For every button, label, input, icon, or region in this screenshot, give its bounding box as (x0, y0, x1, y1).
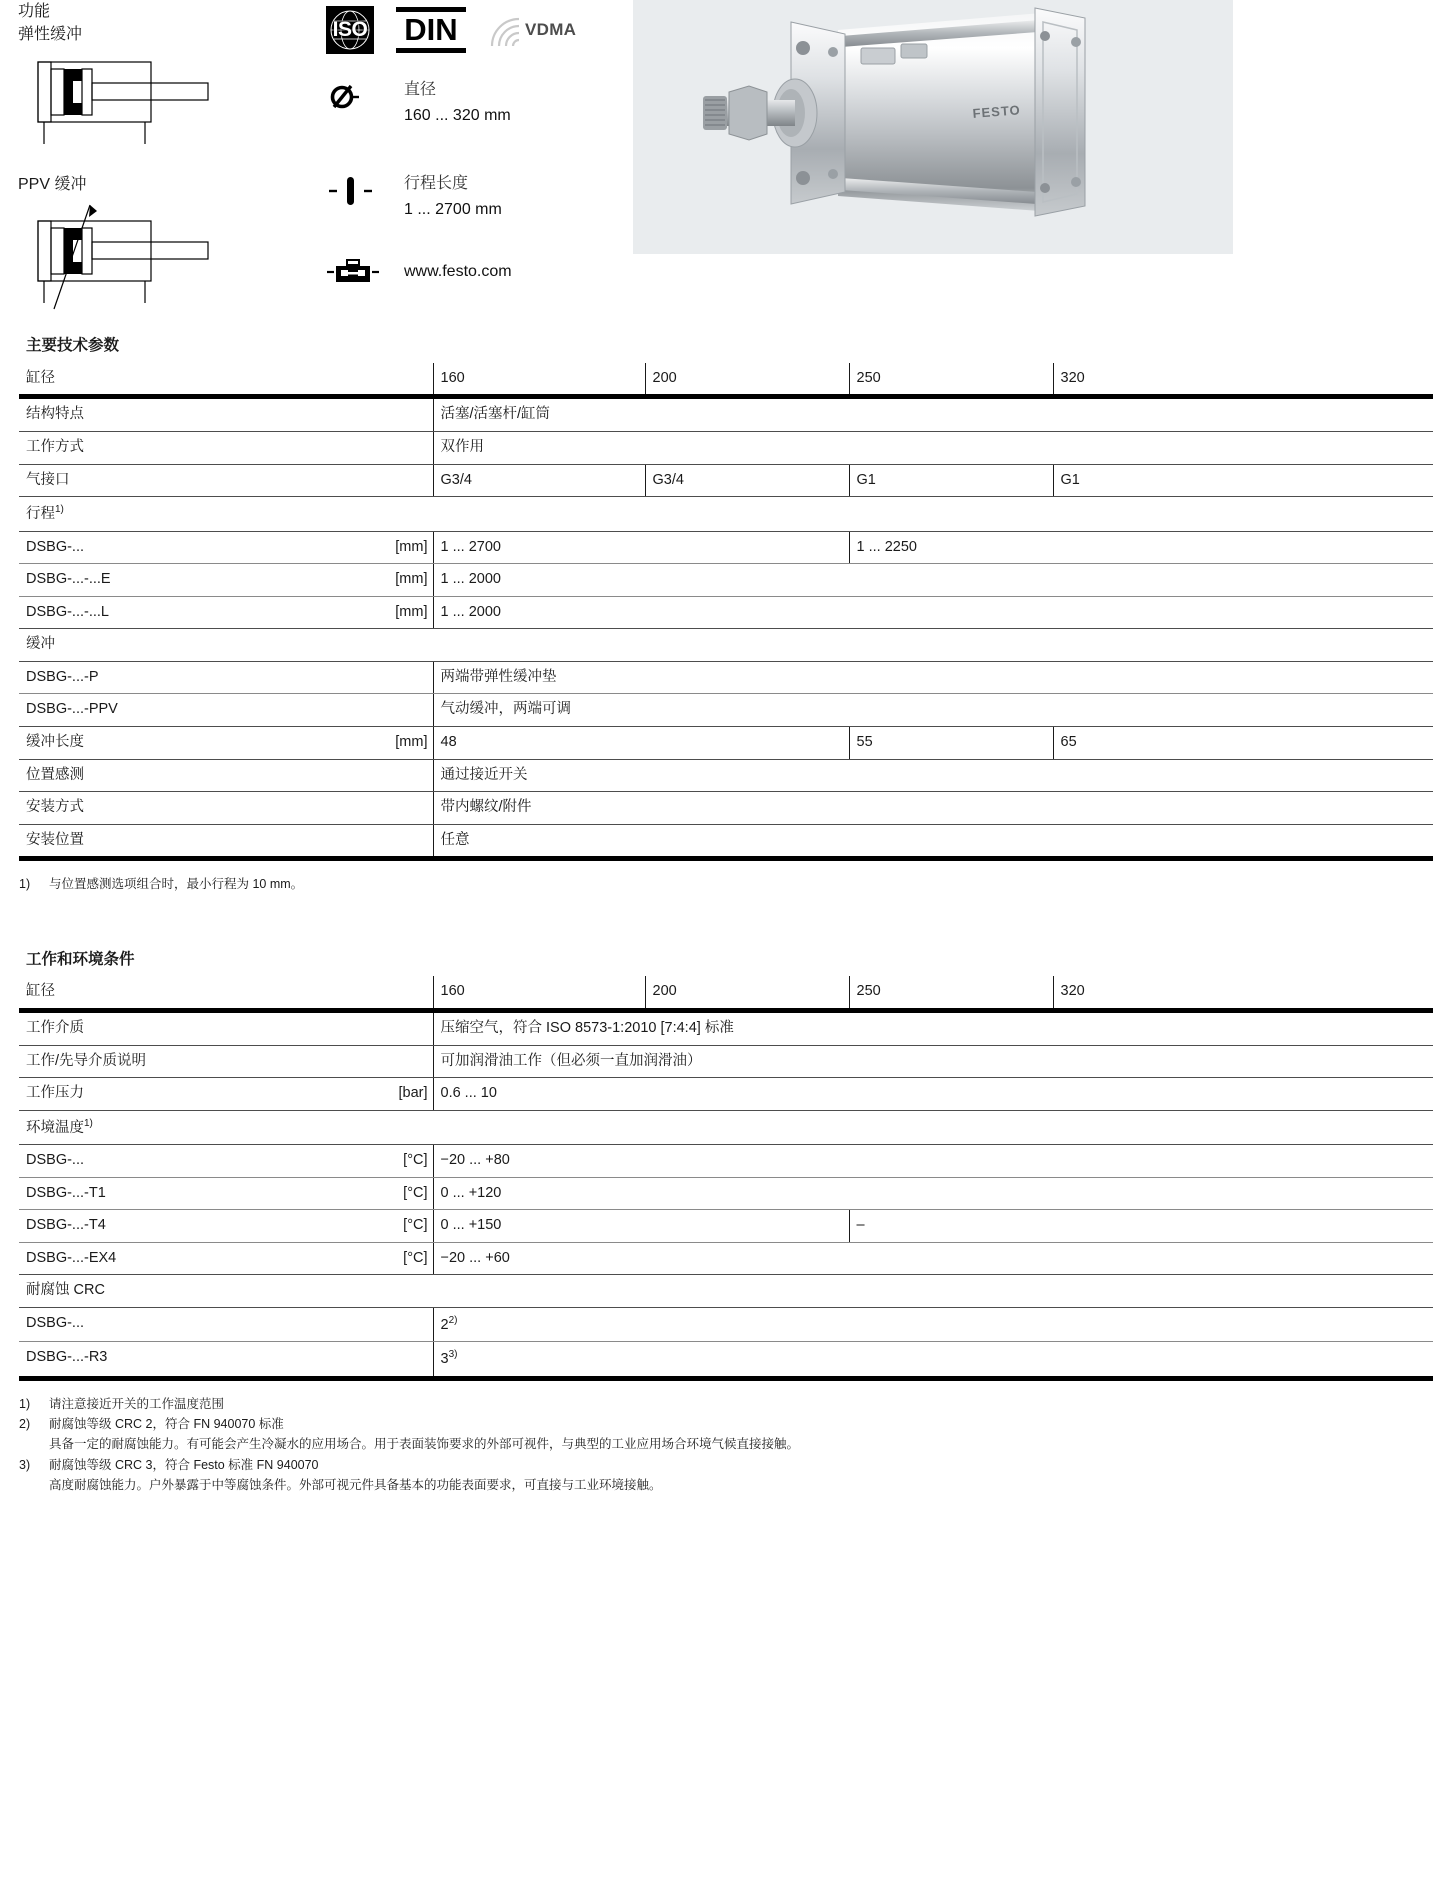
footnote-text: 请注意接近开关的工作温度范围 (49, 1396, 225, 1411)
row-unit-mm: [mm] (311, 596, 433, 629)
group-label-ambient-temperature: 环境温度$^{1)}$ (19, 1110, 1433, 1144)
table-row (19, 1342, 1433, 1378)
row-unit-celsius: [°C] (311, 1242, 433, 1275)
stroke-label: 行程长度 (404, 175, 469, 192)
footnote-line2: 具备一定的耐腐蚀能力。有可能会产生冷凝水的应用场合。用于表面装饰要求的外部可视件，与典型的工业应用场合环境气候直接接触。 (49, 1437, 800, 1452)
standards-logo-row (326, 4, 626, 56)
row-label-dsbg-ex4: DSBG-...-EX4 (19, 1242, 311, 1275)
table-row (19, 564, 1433, 597)
footnote (19, 1415, 1452, 1455)
row-label-dsbg-t4: DSBG-...-T4 (19, 1210, 311, 1243)
row-label-dsbg-t1: DSBG-...-T1 (19, 1177, 311, 1210)
row-value-stroke-l: 1 ... 2000 (433, 596, 1433, 629)
table-row (19, 531, 1433, 564)
table1-footnotes (19, 875, 1452, 894)
row-label-dsbg: DSBG-... (19, 531, 311, 564)
table-row (19, 397, 1433, 432)
toolbox-icon (326, 258, 404, 286)
table-row (19, 1145, 1433, 1178)
table-row (19, 1045, 1433, 1078)
diameter-texts (404, 78, 511, 128)
page-header-area (0, 0, 1452, 330)
table2-header-row (19, 976, 1433, 1010)
row-value-stroke-e: 1 ... 2000 (433, 564, 1433, 597)
vdma-logo-label: VDMA (525, 20, 577, 39)
row-value-medium-note: 可加润滑油工作（但必须一直加润滑油） (433, 1045, 1433, 1078)
iso-logo-icon (326, 6, 374, 54)
table-row (19, 1177, 1433, 1210)
row-value-cushion-ppv: 气动缓冲，两端可调 (433, 694, 1433, 727)
elastic-cushioning-label: 弹性缓冲 (18, 26, 83, 44)
table-row (19, 1210, 1433, 1243)
row-value-mounting-position: 任意 (433, 824, 1433, 859)
table-row (19, 464, 1433, 497)
function-heading: 功能 (18, 3, 51, 20)
stroke-spec-row (326, 172, 626, 222)
row-value-connection-160: G3/4 (433, 464, 645, 497)
table2-col-160: 160 (433, 976, 645, 1010)
row-label-medium-note: 工作/先导介质说明 (19, 1045, 433, 1078)
row-value-mode-of-operation: 双作用 (433, 432, 1433, 465)
row-unit-celsius: [°C] (311, 1177, 433, 1210)
table-group-row (19, 1275, 1433, 1308)
table-group-row (19, 497, 1433, 531)
row-label-position-sensing: 位置感测 (19, 759, 433, 792)
table1-col-320: 320 (1053, 363, 1433, 397)
row-value-cushlen-160-200: 48 (433, 726, 849, 759)
row-label-mounting-type: 安装方式 (19, 792, 433, 825)
website-row[interactable] (326, 258, 626, 286)
diameter-value: 160 ... 320 mm (404, 107, 511, 124)
row-value-temp-standard: −20 ... +80 (433, 1145, 1433, 1178)
product-photo (633, 0, 1233, 254)
svg-text:FESTO: FESTO (972, 102, 1022, 121)
row-label-mode-of-operation: 工作方式 (19, 432, 433, 465)
festo-website-link[interactable]: www.festo.com (404, 263, 512, 280)
iso-logo-label: ISO (332, 18, 368, 41)
table1-header-label: 缸径 (19, 363, 311, 397)
footnote-number: 2) (19, 1417, 31, 1432)
main-specifications-table (19, 330, 1433, 861)
table-row (19, 759, 1433, 792)
row-unit-mm: [mm] (311, 726, 433, 759)
footnote-text: 与位置感测选项组合时，最小行程为 10 mm。 (49, 877, 304, 892)
footnote-text (49, 1456, 1452, 1496)
table1-col-160: 160 (433, 363, 645, 397)
table2-col-250: 250 (849, 976, 1053, 1010)
table-row (19, 1242, 1433, 1275)
row-value-mounting-type: 带内螺纹/附件 (433, 792, 1433, 825)
row-unit-mm: [mm] (311, 564, 433, 597)
vdma-arcs-icon (488, 13, 520, 47)
table2-title: 工作和环境条件 (26, 950, 135, 968)
footnote (19, 875, 1452, 894)
function-diagrams-column (18, 0, 318, 313)
footnote-line1: 耐腐蚀等级 CRC 3，符合 Festo 标准 FN 940070 (49, 1457, 319, 1472)
row-label-crc-r3: DSBG-...-R3 (19, 1342, 433, 1378)
table1-title: 主要技术参数 (26, 337, 120, 354)
footnote-line2: 高度耐腐蚀能力。户外暴露于中等腐蚀条件。外部可视元件具备基本的功能表面要求，可直接与工业环境接触。 (49, 1478, 662, 1493)
table2-col-320: 320 (1053, 976, 1433, 1010)
standards-and-specs-column (326, 4, 626, 286)
row-value-operating-medium: 压缩空气，符合 ISO 8573-1:2010 [7:4:4] 标准 (433, 1011, 1433, 1046)
row-unit-mm: [mm] (311, 531, 433, 564)
footnote-line1: 耐腐蚀等级 CRC 2，符合 FN 940070 标准 (49, 1417, 284, 1432)
cylinder-ppv-cushioning-diagram (18, 203, 228, 313)
diameter-spec-row (326, 78, 626, 128)
operating-conditions-table (19, 944, 1433, 1381)
row-label-construction: 结构特点 (19, 397, 433, 432)
table2-header-label: 缸径 (19, 976, 311, 1010)
diameter-icon (326, 78, 404, 112)
row-value-connection-320: G1 (1053, 464, 1433, 497)
row-label-cushioning-length: 缓冲长度 (19, 726, 311, 759)
table-group-row (19, 1110, 1433, 1144)
din-logo-icon (396, 7, 466, 52)
footnote (19, 1395, 1452, 1414)
table1-header-row (19, 363, 1433, 397)
row-label-mounting-position: 安装位置 (19, 824, 433, 859)
table2-footnotes (19, 1395, 1452, 1496)
table2-col-200: 200 (645, 976, 849, 1010)
ppv-cushioning-label: PPV 缓冲 (18, 176, 87, 194)
footnote-text (49, 1415, 1452, 1455)
diameter-label: 直径 (404, 81, 437, 98)
ppv-block (18, 173, 318, 312)
table-row (19, 432, 1433, 465)
row-unit-bar: [bar] (311, 1078, 433, 1111)
row-label-operating-medium: 工作介质 (19, 1011, 433, 1046)
vdma-logo-icon (488, 13, 576, 47)
row-label-dsbg-p: DSBG-...-P (19, 661, 433, 694)
row-value-connection-200: G3/4 (645, 464, 849, 497)
table-row (19, 824, 1433, 859)
row-label-dsbg-l: DSBG-...-...L (19, 596, 311, 629)
row-label-operating-pressure: 工作压力 (19, 1078, 311, 1111)
row-value-connection-250: G1 (849, 464, 1053, 497)
row-value-stroke-160-200: 1 ... 2700 (433, 531, 849, 564)
row-label-dsbg-temp: DSBG-... (19, 1145, 311, 1178)
footnote-number: 1) (19, 877, 31, 892)
stroke-texts (404, 172, 502, 222)
row-value-temp-ex4: −20 ... +60 (433, 1242, 1433, 1275)
row-value-stroke-250-320: 1 ... 2250 (849, 531, 1433, 564)
row-value-crc-3: 3$^{3)}$ (433, 1342, 1433, 1378)
row-unit-celsius: [°C] (311, 1210, 433, 1243)
table-row (19, 792, 1433, 825)
row-label-crc-dsbg: DSBG-... (19, 1307, 433, 1341)
group-label-cushioning: 缓冲 (19, 629, 1433, 662)
table1-title-row (19, 330, 1433, 363)
footnote (19, 1456, 1452, 1496)
table-row (19, 596, 1433, 629)
main-specifications-table-wrap (19, 330, 1433, 861)
row-value-operating-pressure: 0.6 ... 10 (433, 1078, 1433, 1111)
row-value-crc-2: 2$^{2)}$ (433, 1307, 1433, 1341)
group-label-crc: 耐腐蚀 CRC (19, 1275, 1433, 1308)
row-value-position-sensing: 通过接近开关 (433, 759, 1433, 792)
footnote-number: 1) (19, 1396, 31, 1411)
row-label-dsbg-e: DSBG-...-...E (19, 564, 311, 597)
table-row (19, 661, 1433, 694)
row-value-cushlen-320: 65 (1053, 726, 1433, 759)
operating-conditions-table-wrap (19, 944, 1433, 1381)
row-label-dsbg-ppv: DSBG-...-PPV (19, 694, 433, 727)
cylinder-elastic-cushioning-diagram (18, 52, 228, 147)
row-value-cushlen-250: 55 (849, 726, 1053, 759)
row-value-temp-t4-160-200: 0 ... +150 (433, 1210, 849, 1243)
din-logo-label: DIN (404, 12, 458, 48)
table-row (19, 726, 1433, 759)
row-label-pneumatic-connection: 气接口 (19, 464, 433, 497)
row-unit-celsius: [°C] (311, 1145, 433, 1178)
table-row (19, 1307, 1433, 1341)
stroke-length-icon (326, 172, 404, 206)
stroke-value: 1 ... 2700 mm (404, 201, 502, 218)
row-value-cushion-p: 两端带弹性缓冲垫 (433, 661, 1433, 694)
footnote-number: 3) (19, 1457, 31, 1472)
row-value-construction: 活塞/活塞杆/缸筒 (433, 397, 1433, 432)
row-value-temp-t1: 0 ... +120 (433, 1177, 1433, 1210)
table2-title-row (19, 944, 1433, 977)
table-row (19, 1011, 1433, 1046)
table1-col-250: 250 (849, 363, 1053, 397)
table-group-row (19, 629, 1433, 662)
row-value-temp-t4-250-320: – (849, 1210, 1433, 1243)
group-label-stroke: 行程$^{1)}$ (19, 497, 1433, 531)
table1-col-200: 200 (645, 363, 849, 397)
table-row (19, 1078, 1433, 1111)
table-row (19, 694, 1433, 727)
